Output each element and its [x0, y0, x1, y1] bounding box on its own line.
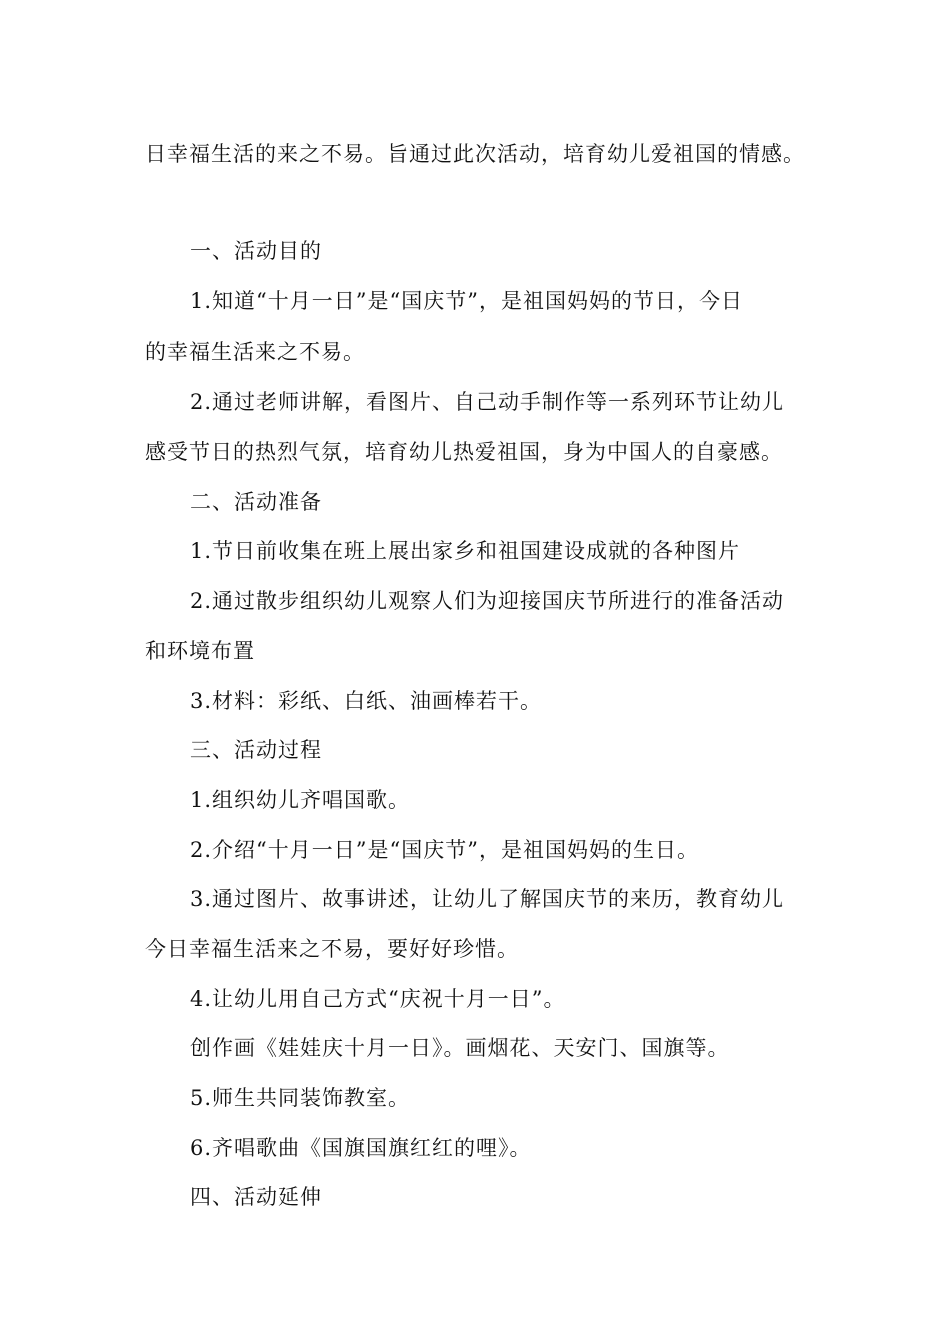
section-heading-preparation: 二、活动准备 [190, 490, 322, 514]
section-heading-objectives: 一、活动目的 [190, 239, 322, 263]
paragraph-intro-continuation: 日幸福生活的来之不易。旨通过此次活动，培育幼儿爱祖国的情感。 [145, 142, 805, 166]
section-heading-extension: 四、活动延伸 [190, 1185, 322, 1209]
process-item-4-detail: 创作画《娃娃庆十月一日》。画烟花、天安门、国旗等。 [190, 1036, 730, 1060]
preparation-item-2: 2.通过散步组织幼儿观察人们为迎接国庆节所进行的准备活动 [190, 589, 785, 613]
preparation-item-2-continuation: 和环境布置 [145, 639, 255, 663]
preparation-item-3: 3.材料：彩纸、白纸、油画棒若干。 [190, 689, 543, 713]
process-item-3-continuation: 今日幸福生活来之不易，要好好珍惜。 [145, 937, 519, 961]
process-item-1: 1.组织幼儿齐唱国歌。 [190, 788, 411, 812]
objective-item-2: 2.通过老师讲解，看图片、自己动手制作等一系列环节让幼儿 [190, 390, 785, 414]
objective-item-2-continuation: 感受节日的热烈气氛，培育幼儿热爱祖国，身为中国人的自豪感。 [145, 440, 783, 464]
preparation-item-1: 1.节日前收集在班上展出家乡和祖国建设成就的各种图片 [190, 539, 741, 563]
process-item-4: 4.让幼儿用自己方式“庆祝十月一日”。 [190, 987, 566, 1011]
objective-item-1: 1.知道“十月一日”是“国庆节”，是祖国妈妈的节日，今日 [190, 289, 743, 313]
process-item-6: 6.齐唱歌曲《国旗国旗红红的哩》。 [190, 1136, 532, 1160]
process-item-5: 5.师生共同装饰教室。 [190, 1086, 411, 1110]
process-item-2: 2.介绍“十月一日”是“国庆节”，是祖国妈妈的生日。 [190, 838, 699, 862]
process-item-3: 3.通过图片、故事讲述，让幼儿了解国庆节的来历，教育幼儿 [190, 887, 785, 911]
section-heading-process: 三、活动过程 [190, 738, 322, 762]
objective-item-1-continuation: 的幸福生活来之不易。 [145, 340, 365, 364]
